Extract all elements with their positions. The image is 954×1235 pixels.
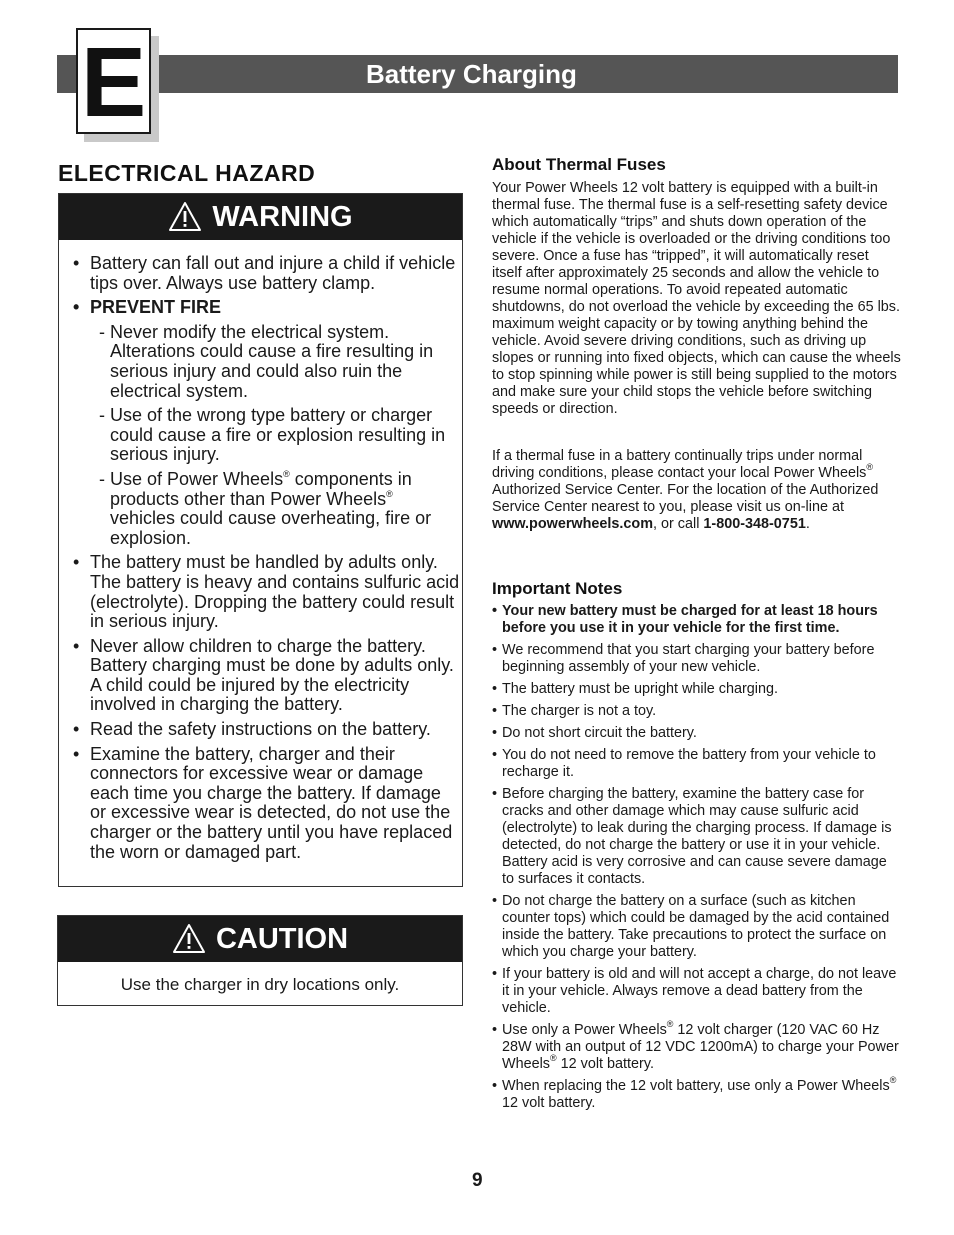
thermal-fuses-paragraph: Your Power Wheels 12 volt battery is equipped with a built-in thermal fuse. The thermal fuse is a self-resetting safety device which automatically “trips” and shuts down operation of the vehicle if the vehicle is overloaded or the driving conditions too severe. Once a fuse has “tripped”, it will automatically reset itself after approximately 25 seconds and allow the vehicle to resume normal operations. To avoid repeated automatic shutdowns, do not overload the vehicle by exceeding the 65 lbs. maximum weight capacity or by towing anything behind the vehicle. Avoid severe driving conditions, such as driving up slopes or running into fixed objects, which can cause the wheels to stop spinning while power is still being supplied to the motors and make sure your child stops the vehicle before switching speeds or direction. — [492, 180, 901, 417]
important-notes-heading: Important Notes — [492, 579, 623, 598]
list-item: • Before charging the battery, examine the battery case for cracks and other damage which may cause sulfuric acid (electrolyte) to leak during the charging process. If damage is detected, do not charge the battery or use it in your vehicle. Battery acid is very corrosive and can cause severe damage to surfaces it contacts. — [492, 786, 892, 887]
list-item: • Battery can fall out and injure a child if vehicle tips over. Always use battery clamp. — [73, 253, 456, 293]
section-letter-box — [76, 27, 151, 137]
warning-body — [73, 254, 461, 867]
list-item: • Use only a Power Wheels® 12 volt charger (120 VAC 60 Hz 28W with an output of 12 VDC 1200mA) to charge your Power Wheels® 12 volt battery. — [492, 1019, 899, 1072]
alert-triangle-icon — [168, 201, 202, 233]
list-subitem: - Use of the wrong type battery or charger could cause a fire or explosion resulting in serious injury. — [99, 405, 446, 465]
list-item: • The charger is not a toy. — [492, 703, 657, 719]
caution-text: Use the charger in dry locations only. — [120, 975, 400, 994]
caution-label: CAUTION — [215, 923, 349, 955]
list-item: • The battery must be upright while charging. — [492, 681, 778, 697]
hazard-title: ELECTRICAL HAZARD — [58, 160, 316, 186]
caution-box — [57, 915, 463, 1006]
list-item: • Do not short circuit the battery. — [492, 725, 697, 741]
phone-number: 1-800-348-0751 — [703, 516, 806, 532]
list-item: • Your new battery must be charged for at least 18 hours before you use it in your vehicle for the first time. — [492, 603, 878, 636]
list-item: • If your battery is old and will not accept a charge, do not leave it in your vehicle. Always remove a dead battery from the vehicle. — [492, 966, 897, 1016]
page-title: Battery Charging — [366, 59, 577, 89]
list-item: • Do not charge the battery on a surface (such as kitchen counter tops) which could be damaged by the acid contained inside the battery. Take precautions to protect the surface on which you charge your battery. — [492, 893, 890, 960]
warning-label: WARNING — [212, 201, 353, 233]
list-subitem: - Use of Power Wheels® components in products other than Power Wheels® vehicles could cause overheating, fire or explosion. — [99, 468, 432, 548]
caution-header — [58, 916, 462, 962]
list-item: • You do not need to remove the battery from your vehicle to recharge it. — [492, 747, 876, 780]
warning-box — [58, 193, 463, 887]
list-item: • Read the safety instructions on the battery. — [73, 719, 431, 740]
list-item: • We recommend that you start charging your battery before beginning assembly of your new vehicle. — [492, 642, 875, 675]
list-item: • Examine the battery, charger and their connectors for excessive wear or damage each time you charge the battery. If damage or excessive wear is detected, do not use the charger or the battery until you have replaced the worn or damaged part. — [73, 743, 453, 862]
list-item: • Never allow children to charge the battery. Battery charging must be done by adults only. A child could be injured by the electricity involved in charging the battery. — [73, 635, 454, 715]
alert-triangle-icon — [172, 923, 206, 955]
section-letter: E — [80, 27, 147, 137]
page-number: 9 — [472, 1170, 483, 1191]
list-item: • PREVENT FIRE — [73, 297, 222, 318]
warning-header — [59, 194, 462, 240]
list-subitem: - Never modify the electrical system. Alterations could cause a fire resulting in serious injury and could also ruin the electrical system. — [99, 321, 434, 401]
website-link[interactable]: www.powerwheels.com — [492, 516, 654, 532]
important-notes-list — [492, 603, 902, 1117]
thermal-fuses-heading: About Thermal Fuses — [492, 155, 666, 174]
service-center-paragraph: If a thermal fuse in a battery continually trips under normal driving conditions, please contact your local Power Wheels® Authorized Service Center. For the location of the Authorized Service Center nearest to you, please visit us on-line at www.powerwheels.com, or call 1-800-348-0751. — [492, 448, 879, 532]
list-item: • The battery must be handled by adults only. The battery is heavy and contains sulfuric acid (electrolyte). Dropping the battery could result in serious injury. — [73, 552, 460, 632]
list-item: • When replacing the 12 volt battery, use only a Power Wheels® 12 volt battery. — [492, 1075, 897, 1111]
